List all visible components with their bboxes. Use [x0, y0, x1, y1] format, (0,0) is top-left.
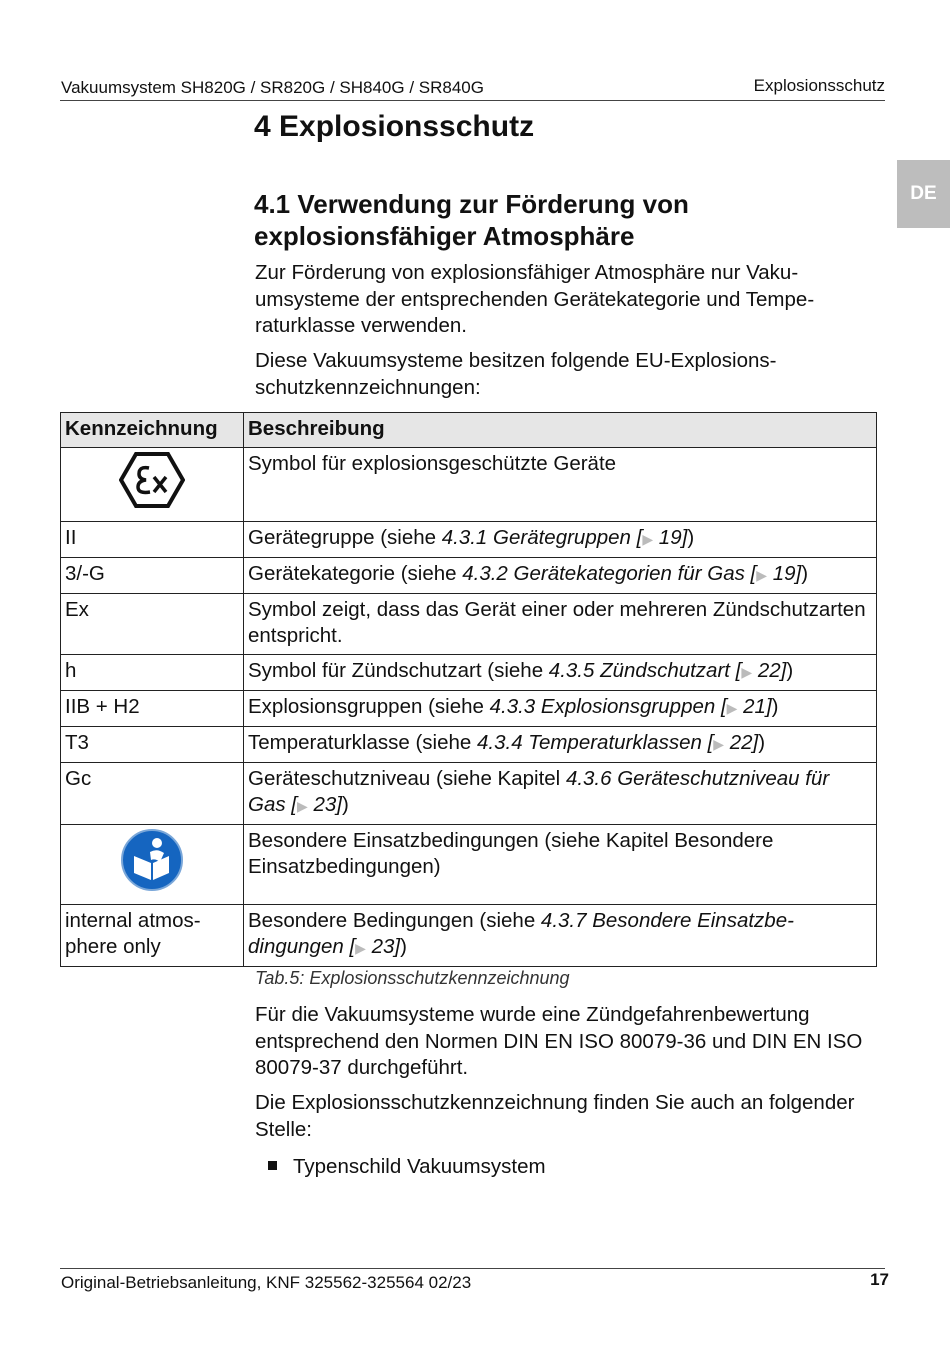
- page-arrow-icon: ▶: [756, 567, 768, 583]
- desc-end: ): [341, 793, 349, 816]
- page-arrow-icon: ▶: [355, 940, 366, 956]
- table-cell-key: T3: [61, 727, 244, 763]
- table-row: [61, 522, 877, 558]
- intro-paragraph: Zur Förderung von explosionsfähiger Atmosphäre nur Vakuumsysteme der entsprechenden Gerätekategorie und Temperaturklasse verwenden.: [255, 261, 815, 337]
- cross-reference[interactable]: [549, 659, 787, 682]
- running-header-left: Vakuumsystem SH820G / SR820G / SH840G / SR840G: [61, 78, 484, 97]
- desc-text: Besondere Bedingungen (siehe: [248, 909, 541, 932]
- cross-reference[interactable]: [490, 695, 772, 718]
- page-arrow-icon: ▶: [726, 700, 738, 716]
- table-header-row: [61, 413, 877, 448]
- table-row: [61, 655, 877, 691]
- desc-end: ): [687, 526, 695, 549]
- cross-reference-text: 4.3.6 Geräteschutzniveau für Gas [: [248, 767, 830, 816]
- page-arrow-icon: ▶: [713, 736, 725, 752]
- marking-table: [60, 412, 877, 967]
- desc-text: Gerätekategorie (siehe: [248, 562, 463, 585]
- desc-end: ): [801, 562, 809, 585]
- table-cell-key: II: [61, 522, 244, 558]
- table-cell-key: h: [61, 655, 244, 691]
- table-cell-key: [61, 825, 244, 905]
- table-cell-desc: Besondere Einsatzbedingungen (siehe Kapitel Besondere Einsatzbedingungen): [244, 825, 877, 905]
- table-cell-desc: [244, 763, 877, 825]
- footer-rule: [60, 1268, 885, 1269]
- cross-reference-text: 4.3.5 Zündschutzart [: [548, 659, 742, 682]
- table-cell-key: [61, 448, 244, 522]
- table-cell-desc: [244, 558, 877, 594]
- column-header: Kennzeichnung: [61, 413, 244, 448]
- page-number: 22]: [752, 659, 787, 682]
- page-arrow-icon: ▶: [642, 531, 654, 547]
- list-item-text: Typenschild Vakuumsystem: [293, 1155, 546, 1178]
- desc-end: ): [786, 659, 794, 682]
- desc-text: Geräteschutzniveau (siehe Kapitel: [248, 767, 566, 790]
- page-number-footer: 17: [870, 1270, 889, 1289]
- table-cell-desc: [244, 522, 877, 558]
- page-number: 23]: [365, 935, 401, 958]
- page-number: 22]: [724, 731, 759, 754]
- table-row: [61, 691, 877, 727]
- ex-hexagon-icon: [119, 451, 185, 509]
- footer-text: Original-Betriebsanleitung, KNF 325562-325564 02/23: [61, 1273, 472, 1292]
- column-header: Beschreibung: [244, 413, 877, 448]
- read-manual-icon: [120, 828, 184, 892]
- table-cell-key: IIB + H2: [61, 691, 244, 727]
- table-row: [61, 905, 877, 967]
- table-cell-key: Ex: [61, 594, 244, 655]
- table-cell-key: Gc: [61, 763, 244, 825]
- section-title: 4.1 Verwendung zur Förderung von explosionsfähiger Atmosphäre: [254, 189, 689, 251]
- chapter-title: 4 Explosionsschutz: [254, 110, 535, 143]
- risk-assessment-paragraph: Für die Vakuumsysteme wurde eine Zündgefahrenbewertung entsprechend den Normen DIN EN ISO 80079-36 und DIN EN ISO 80079-37 durchgeführt.: [255, 1003, 863, 1079]
- cross-reference[interactable]: [442, 526, 688, 549]
- table-caption: Tab.5: Explosionsschutzkennzeichnung: [255, 968, 570, 988]
- table-row: [61, 825, 877, 905]
- cross-reference-text: 4.3.2 Gerätekategorien für Gas [: [462, 562, 757, 585]
- table-cell-desc: [244, 727, 877, 763]
- desc-text: Symbol für Zündschutzart (siehe: [248, 659, 549, 682]
- table-cell-desc: Symbol für explosionsgeschützte Geräte: [244, 448, 877, 522]
- table-row: [61, 763, 877, 825]
- marking-paragraph: Diese Vakuumsysteme besitzen folgende EU-Explosionsschutzkennzeichnungen:: [255, 349, 777, 399]
- table-cell-desc: [244, 655, 877, 691]
- table-row: [61, 727, 877, 763]
- table-row: [61, 594, 877, 655]
- table-cell-desc: [244, 905, 877, 967]
- desc-text: Explosionsgruppen (siehe: [248, 695, 490, 718]
- cross-reference[interactable]: [477, 731, 758, 754]
- running-header-right: Explosionsschutz: [753, 76, 885, 95]
- cross-reference[interactable]: [462, 562, 801, 585]
- cross-reference-text: 4.3.1 Gerätegruppen [: [441, 526, 643, 549]
- page-arrow-icon: ▶: [741, 664, 753, 680]
- table-cell-desc: [244, 691, 877, 727]
- desc-text: Temperaturklasse (siehe: [248, 731, 478, 754]
- cross-reference-text: 4.3.4 Temperaturklassen [: [477, 731, 714, 754]
- cross-reference-text: 4.3.7 Besondere Einsatzbedingungen [: [248, 909, 794, 958]
- table-cell-key: internal atmosphere only: [61, 905, 244, 967]
- desc-end: ): [400, 935, 407, 958]
- table-row: [61, 558, 877, 594]
- desc-text: Gerätegruppe (siehe: [248, 526, 442, 549]
- location-paragraph: Die Explosionsschutzkennzeichnung finden Sie auch an folgender Stelle:: [255, 1091, 855, 1141]
- language-tab: DE: [897, 160, 950, 228]
- header-rule: [60, 100, 885, 101]
- page-number: 19]: [767, 562, 802, 585]
- table-row: [61, 448, 877, 522]
- page-number: 19]: [653, 526, 688, 549]
- cross-reference-text: 4.3.3 Explosionsgruppen [: [489, 695, 727, 718]
- table-cell-key: 3/-G: [61, 558, 244, 594]
- bullet-square-icon: [268, 1161, 277, 1170]
- desc-end: ): [758, 731, 766, 754]
- desc-end: ): [771, 695, 779, 718]
- page-number: 21]: [737, 695, 772, 718]
- page-number: 23]: [307, 793, 342, 816]
- list-item: [268, 1155, 546, 1179]
- table-cell-desc: Symbol zeigt, dass das Gerät einer oder mehreren Zündschutzarten entspricht.: [244, 594, 877, 655]
- page-arrow-icon: ▶: [297, 798, 308, 814]
